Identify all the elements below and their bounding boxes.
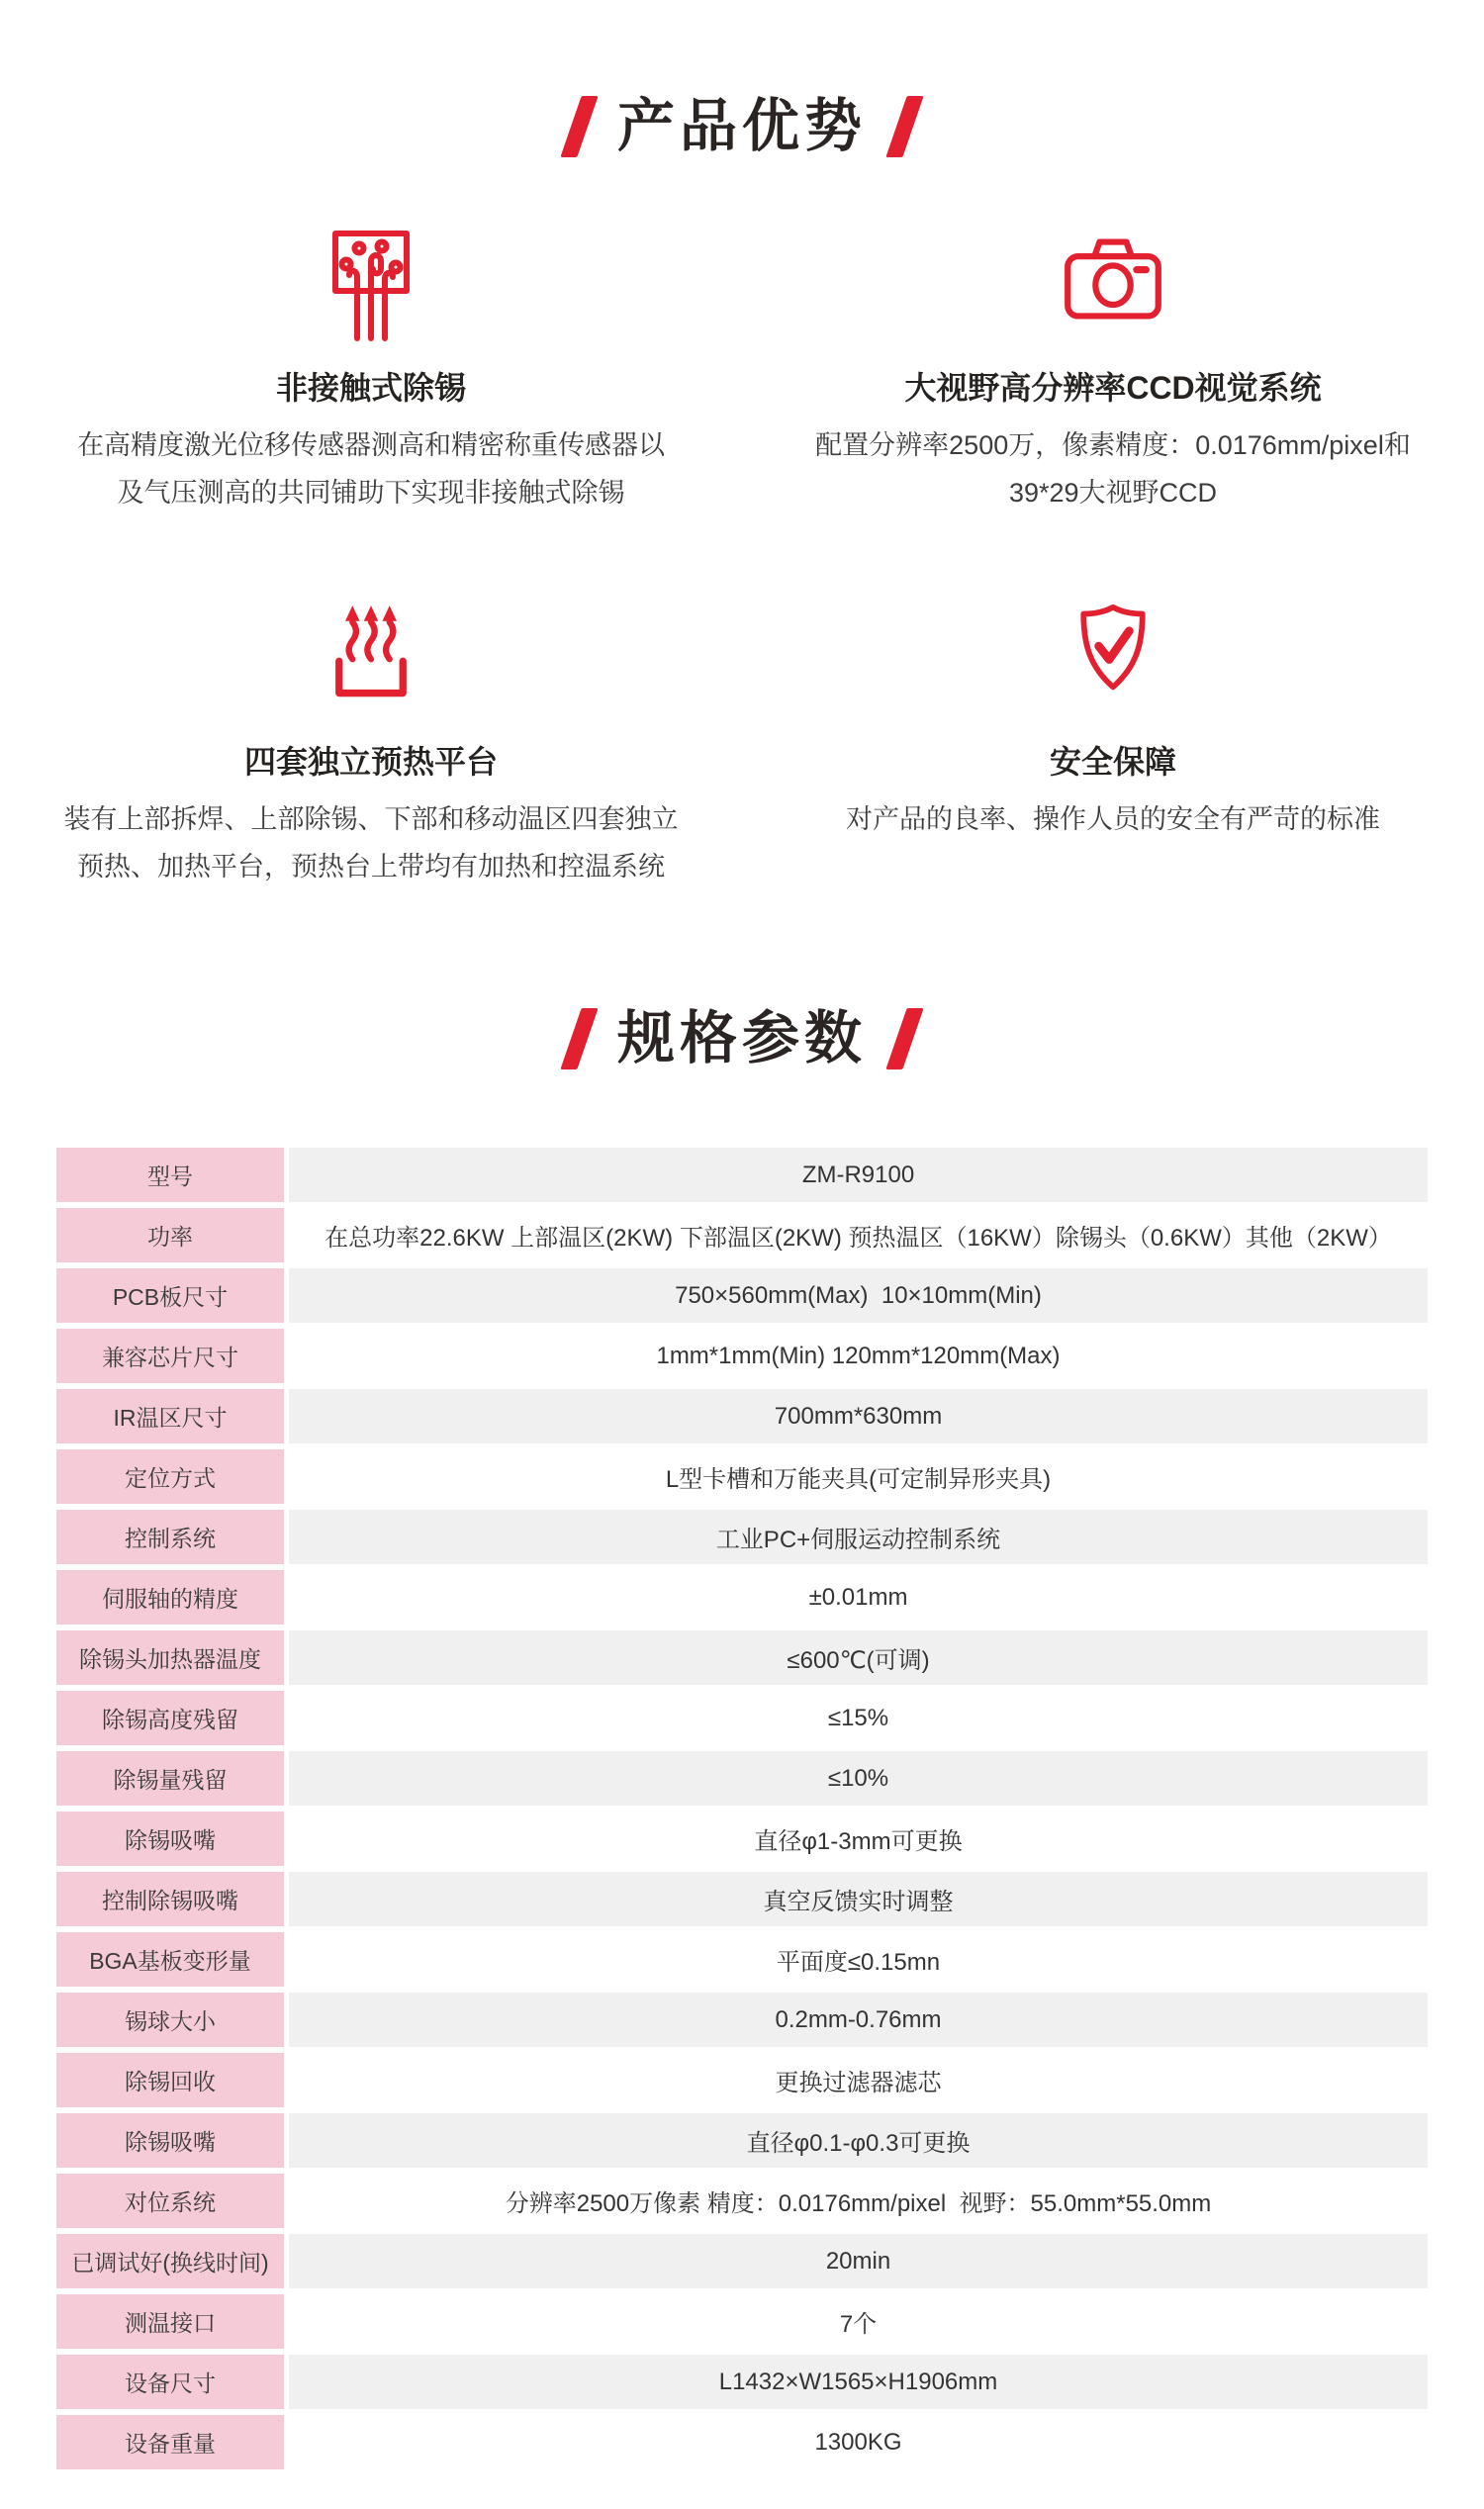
table-row (56, 1510, 1428, 1564)
table-row (56, 1208, 1428, 1262)
camera-icon (801, 228, 1425, 346)
row-value-cell: 0.2mm-0.76mm (289, 1993, 1428, 2047)
title-slash-left-icon (560, 1008, 598, 1069)
table-row (56, 2294, 1428, 2349)
row-label-cell: 控制系统 (56, 1510, 284, 1564)
row-value-cell: L1432×W1565×H1906mm (289, 2355, 1428, 2409)
advantages-section-title (0, 87, 1484, 166)
row-value-cell: 750×560mm(Max) 10×10mm(Min) (289, 1268, 1428, 1323)
row-value-cell: 1300KG (289, 2415, 1428, 2469)
row-label-cell: 已调试好(换线时间) (56, 2234, 284, 2288)
table-row (56, 1148, 1428, 1202)
row-label-cell: 控制除锡吸嘴 (56, 1872, 284, 1926)
row-label-cell: 功率 (56, 1208, 284, 1262)
feature-title: 大视野高分辨率CCD视觉系统 (904, 370, 1322, 406)
table-row (56, 2234, 1428, 2288)
row-value-cell: 20min (289, 2234, 1428, 2288)
feature-card (0, 602, 742, 890)
row-label-cell: 型号 (56, 1148, 284, 1202)
table-row (56, 1812, 1428, 1866)
feature-title: 四套独立预热平台 (243, 744, 498, 780)
table-row (56, 2415, 1428, 2469)
row-value-cell: ≤15% (289, 1691, 1428, 1745)
feature-title: 非接触式除锡 (275, 370, 466, 406)
row-value-cell: 1mm*1mm(Min) 120mm*120mm(Max) (289, 1329, 1428, 1383)
table-row (56, 1932, 1428, 1987)
row-value-cell: ≤600℃(可调) (289, 1630, 1428, 1685)
feature-card (742, 228, 1484, 516)
row-value-cell: 700mm*630mm (289, 1389, 1428, 1443)
row-label-cell: 定位方式 (56, 1449, 284, 1504)
feature-description-line: 在高精度激光位移传感器测高和精密称重传感器以 (77, 430, 665, 460)
feature-description (801, 421, 1425, 516)
row-value-cell: ZM-R9100 (289, 1148, 1428, 1202)
row-label-cell: 锡球大小 (56, 1993, 284, 2047)
table-row (56, 1268, 1428, 1323)
feature-card (742, 602, 1484, 890)
table-row (56, 1751, 1428, 1806)
table-row (56, 1570, 1428, 1625)
feature-description-line: 配置分辨率2500万，像素精度：0.0176mm/pixel和 (815, 430, 1411, 460)
row-value-cell: 分辨率2500万像素 精度：0.0176mm/pixel 视野：55.0mm*55.0mm (289, 2174, 1428, 2228)
table-row (56, 1630, 1428, 1685)
table-row (56, 2174, 1428, 2228)
feature-title: 安全保障 (1049, 744, 1176, 780)
feature-description (59, 421, 683, 516)
feature-description-line: 对产品的良率、操作人员的安全有严苛的标准 (846, 804, 1380, 834)
row-label-cell: 对位系统 (56, 2174, 284, 2228)
row-label-cell: 除锡吸嘴 (56, 1812, 284, 1866)
preheat-icon (59, 602, 683, 720)
row-value-cell: 在总功率22.6KW 上部温区(2KW) 下部温区(2KW) 预热温区（16KW）除锡头（0.6KW）其他（2KW） (289, 1208, 1428, 1262)
feature-description (59, 795, 683, 890)
row-value-cell: 直径φ0.1-φ0.3可更换 (289, 2113, 1428, 2168)
table-row (56, 1389, 1428, 1443)
desolder-icon (59, 228, 683, 346)
row-label-cell: 设备重量 (56, 2415, 284, 2469)
row-value-cell: 更换过滤器滤芯 (289, 2053, 1428, 2107)
row-value-cell: ±0.01mm (289, 1570, 1428, 1625)
row-value-cell: 7个 (289, 2294, 1428, 2349)
table-row (56, 1691, 1428, 1745)
row-label-cell: 除锡头加热器温度 (56, 1630, 284, 1685)
row-value-cell: 平面度≤0.15mn (289, 1932, 1428, 1987)
row-label-cell: 除锡吸嘴 (56, 2113, 284, 2168)
row-value-cell: 真空反馈实时调整 (289, 1872, 1428, 1926)
row-label-cell: PCB板尺寸 (56, 1268, 284, 1323)
table-row (56, 1329, 1428, 1383)
row-label-cell: 伺服轴的精度 (56, 1570, 284, 1625)
row-label-cell: 兼容芯片尺寸 (56, 1329, 284, 1383)
table-row (56, 2053, 1428, 2107)
feature-description-line: 装有上部拆焊、上部除锡、下部和移动温区四套独立 (63, 804, 679, 834)
table-row (56, 1449, 1428, 1504)
table-row (56, 2355, 1428, 2409)
title-slash-right-icon (885, 96, 923, 157)
spec-table (56, 1148, 1428, 2469)
features-grid (0, 228, 1484, 890)
row-label-cell: 除锡回收 (56, 2053, 284, 2107)
row-label-cell: 除锡量残留 (56, 1751, 284, 1806)
row-label-cell: 测温接口 (56, 2294, 284, 2349)
feature-description-line: 及气压测高的共同铺助下实现非接触式除锡 (117, 478, 625, 508)
title-slash-right-icon (885, 1008, 923, 1069)
row-label-cell: BGA基板变形量 (56, 1932, 284, 1987)
table-row (56, 1872, 1428, 1926)
feature-card (0, 228, 742, 516)
row-value-cell: 工业PC+伺服运动控制系统 (289, 1510, 1428, 1564)
specs-title-text: 规格参数 (616, 1006, 867, 1070)
table-row (56, 1993, 1428, 2047)
row-value-cell: ≤10% (289, 1751, 1428, 1806)
advantages-title-text: 产品优势 (616, 94, 867, 158)
specs-section-title (0, 999, 1484, 1078)
feature-description (801, 795, 1425, 843)
row-label-cell: 除锡高度残留 (56, 1691, 284, 1745)
row-label-cell: 设备尺寸 (56, 2355, 284, 2409)
title-slash-left-icon (560, 96, 598, 157)
row-value-cell: L型卡槽和万能夹具(可定制异形夹具) (289, 1449, 1428, 1504)
row-value-cell: 直径φ1-3mm可更换 (289, 1812, 1428, 1866)
feature-description-line: 39*29大视野CCD (1008, 478, 1218, 508)
row-label-cell: IR温区尺寸 (56, 1389, 284, 1443)
shield-check-icon (801, 602, 1425, 720)
table-row (56, 2113, 1428, 2168)
feature-description-line: 预热、加热平台，预热台上带均有加热和控温系统 (77, 852, 665, 882)
